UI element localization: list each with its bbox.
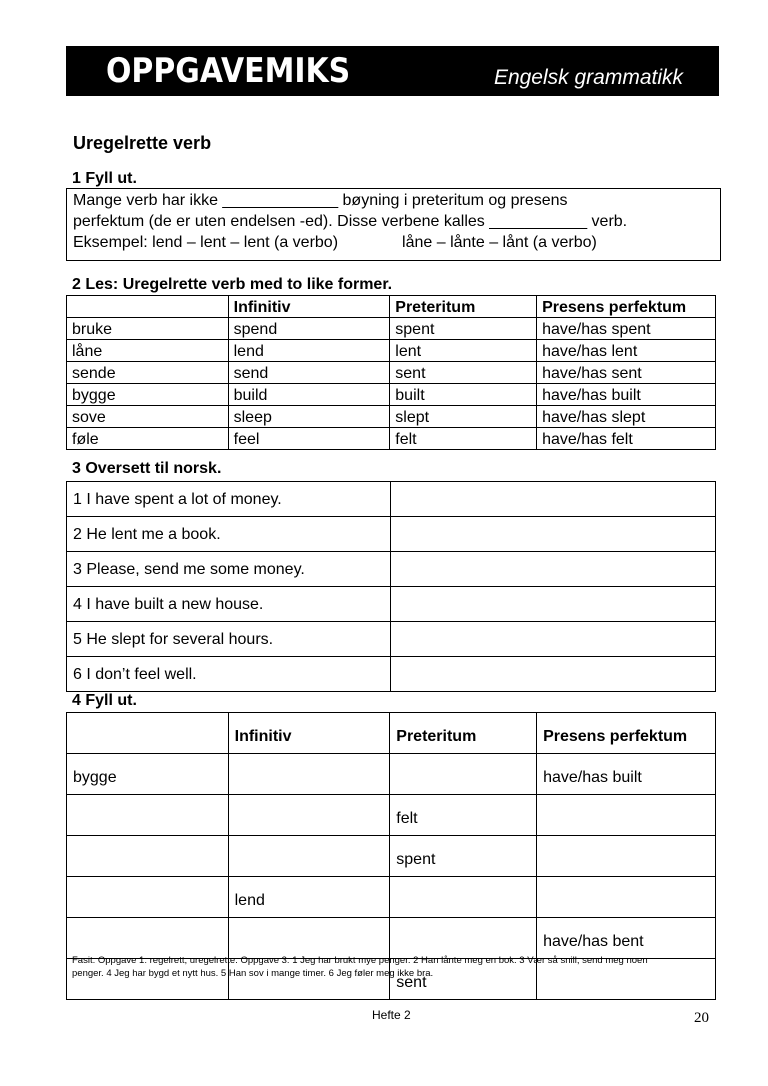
sentence-cell: 5 He slept for several hours.: [67, 622, 391, 657]
table-cell[interactable]: [228, 754, 390, 795]
table-row: [67, 657, 716, 692]
table-cell[interactable]: [67, 918, 229, 959]
sentence-cell: 2 He lent me a book.: [67, 517, 391, 552]
table-row: [67, 362, 716, 384]
table-cell[interactable]: [228, 918, 390, 959]
task3-title: 3 Oversett til norsk.: [72, 460, 222, 477]
table-cell: bygge: [67, 384, 229, 406]
table-cell[interactable]: [537, 795, 716, 836]
table-row: [67, 428, 716, 450]
answer-cell[interactable]: [390, 587, 715, 622]
table-cell: sleep: [228, 406, 390, 428]
header-cell: Presens perfektum: [537, 713, 716, 754]
table-cell: have/has sent: [537, 362, 716, 384]
table-cell: have/has slept: [537, 406, 716, 428]
table-cell[interactable]: [67, 795, 229, 836]
task3-table: [66, 481, 716, 692]
table-header-row: [67, 296, 716, 318]
table-row: [67, 552, 716, 587]
footer-label: Hefte 2: [372, 1008, 411, 1022]
task1-example-right: låne – lånte – lånt (a verbo): [402, 234, 597, 251]
table-cell: spend: [228, 318, 390, 340]
table-cell: built: [390, 384, 537, 406]
table-cell[interactable]: [228, 836, 390, 877]
table-cell[interactable]: [390, 754, 537, 795]
table-cell: lent: [390, 340, 537, 362]
answer-cell[interactable]: [390, 482, 715, 517]
table-cell[interactable]: [390, 877, 537, 918]
task1-example-left: Eksempel: lend – lent – lent (a verbo): [73, 234, 339, 251]
header-cell: Preteritum: [390, 296, 537, 318]
table-row: [67, 406, 716, 428]
table-cell[interactable]: lend: [228, 877, 390, 918]
task2-table: [66, 295, 716, 450]
sentence-cell: 1 I have spent a lot of money.: [67, 482, 391, 517]
answer-cell[interactable]: [390, 552, 715, 587]
sentence-cell: 6 I don’t feel well.: [67, 657, 391, 692]
header-subtitle: Engelsk grammatikk: [493, 66, 683, 89]
table-cell: sove: [67, 406, 229, 428]
table-cell: spent: [390, 318, 537, 340]
table-cell[interactable]: have/has built: [537, 754, 716, 795]
table-row: [67, 587, 716, 622]
table-row: [67, 918, 716, 959]
table-cell: låne: [67, 340, 229, 362]
header-cell: Presens perfektum: [537, 296, 716, 318]
table-cell: have/has lent: [537, 340, 716, 362]
table-row: [67, 836, 716, 877]
table-cell: build: [228, 384, 390, 406]
table-cell[interactable]: bygge: [67, 754, 229, 795]
header-cell: [67, 713, 229, 754]
table-row: [67, 482, 716, 517]
table-cell[interactable]: [390, 918, 537, 959]
table-cell[interactable]: have/has bent: [537, 918, 716, 959]
task1-title: 1 Fyll ut.: [72, 170, 137, 187]
table-row: [67, 754, 716, 795]
task1-line-1: Mange verb har ikke _____________ bøyning i preteritum og presens: [73, 192, 568, 209]
header-cell: Preteritum: [390, 713, 537, 754]
task1-line-2: perfektum (de er uten endelsen -ed). Disse verbene kalles ___________ verb.: [73, 213, 628, 230]
header-cell: Infinitiv: [228, 713, 390, 754]
task1-example: [73, 232, 720, 253]
table-cell[interactable]: [537, 877, 716, 918]
sentence-cell: 4 I have built a new house.: [67, 587, 391, 622]
header-cell: Infinitiv: [228, 296, 390, 318]
table-row: [67, 877, 716, 918]
table-cell[interactable]: [67, 836, 229, 877]
table-cell: send: [228, 362, 390, 384]
table-cell[interactable]: [67, 877, 229, 918]
table-header-row: [67, 713, 716, 754]
table-row: [67, 622, 716, 657]
table-row: [67, 318, 716, 340]
table-row: [67, 384, 716, 406]
table-row: [67, 795, 716, 836]
table-cell[interactable]: sent: [390, 959, 537, 1000]
table-cell[interactable]: [537, 836, 716, 877]
task4-title: 4 Fyll ut.: [72, 692, 137, 709]
table-row: [67, 517, 716, 552]
table-row: [67, 340, 716, 362]
table-cell: have/has built: [537, 384, 716, 406]
table-cell: felt: [390, 428, 537, 450]
table-cell[interactable]: spent: [390, 836, 537, 877]
answer-cell[interactable]: [390, 657, 715, 692]
task2-title: 2 Les: Uregelrette verb med to like former.: [72, 276, 393, 293]
table-cell: have/has felt: [537, 428, 716, 450]
table-cell: sent: [390, 362, 537, 384]
header-title: OPPGAVEMIKS: [106, 51, 351, 91]
sentence-cell: 3 Please, send me some money.: [67, 552, 391, 587]
answer-cell[interactable]: [390, 517, 715, 552]
header-banner: [66, 46, 719, 96]
answer-key-line-1: Fasit: Oppgave 1: regelrett, uregelrette. Oppgave 3: 1 Jeg har brukt mye penger. 2 Han lånte meg en bok. 3 Vær så snill, send meg noen: [72, 955, 648, 966]
table-cell[interactable]: [228, 795, 390, 836]
table-cell: have/has spent: [537, 318, 716, 340]
task1-box: [66, 188, 721, 261]
table-cell: bruke: [67, 318, 229, 340]
answer-cell[interactable]: [390, 622, 715, 657]
table-cell: sende: [67, 362, 229, 384]
page-number: 20: [694, 1010, 709, 1026]
table-cell: slept: [390, 406, 537, 428]
table-cell: føle: [67, 428, 229, 450]
page-heading: Uregelrette verb: [73, 133, 212, 153]
answer-key: [72, 954, 712, 980]
table-cell: lend: [228, 340, 390, 362]
answer-key-line-2: penger. 4 Jeg har bygd et nytt hus. 5 Han sov i mange timer. 6 Jeg føler meg ikke bra.: [72, 968, 434, 979]
table-cell[interactable]: felt: [390, 795, 537, 836]
header-cell: [67, 296, 229, 318]
table-cell: feel: [228, 428, 390, 450]
